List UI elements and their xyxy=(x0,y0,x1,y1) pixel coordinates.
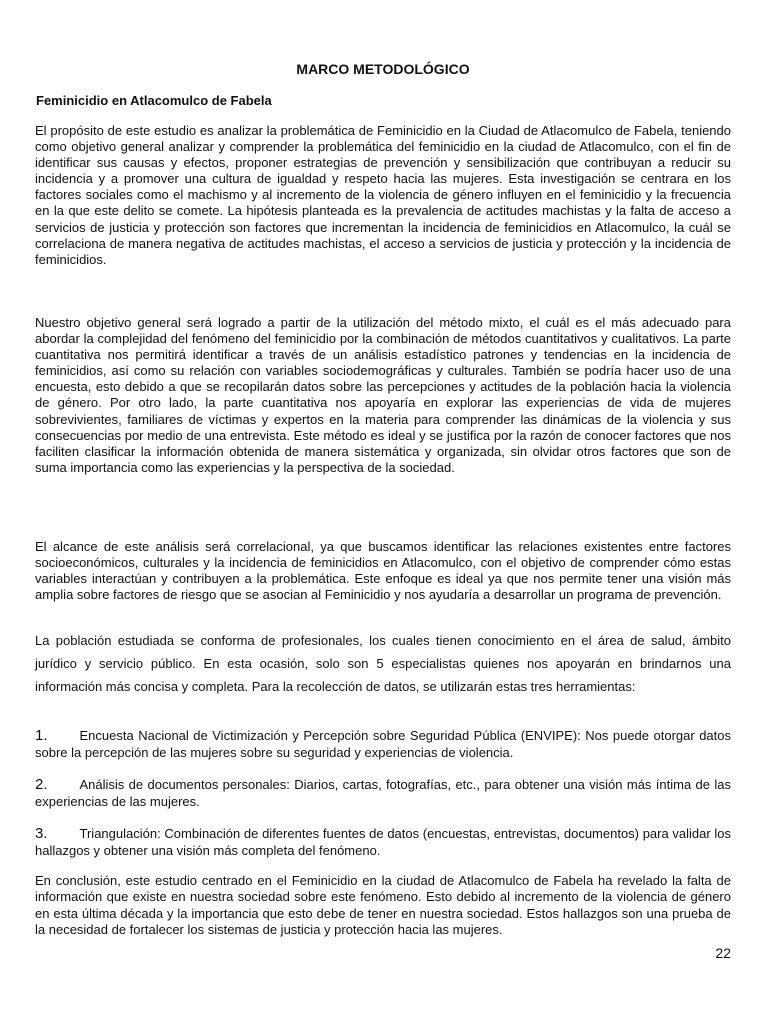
list-item xyxy=(35,727,731,761)
paragraph-purpose: El propósito de este estudio es analizar la problemática de Feminicidio en la Ciudad de Atlacomulco de Fabela, teniendo como objetivo general analizar y comprender la problemática del feminicidio en la ciudad de Atlacomulco, con el fin de identificar sus causas y efectos, proponer estrategias de prevención y sensibilización que contribuyan a reducir su incidencia y a promover una cultura de igualdad y respeto hacia las mujeres. Esta investigación se centrara en los factores sociales como el machismo y al incremento de la violencia de género influyen en el feminicidio y la frecuencia en la que este delito se comete. La hipótesis planteada es la prevalencia de actitudes machistas y la falta de acceso a servicios de justicia y protección son factores que incrementan la incidencia de feminicidios en Atlacomulco, la cuál se correlaciona de manera negativa de actitudes machistas, el acceso a servicios de justicia y protección y la incidencia de feminicidios. xyxy=(35,123,731,267)
document-page xyxy=(35,0,731,1024)
paragraph-method: Nuestro objetivo general será logrado a partir de la utilización del método mixto, el cuál es el más adecuado para abordar la complejidad del fenómeno del feminicidio por la combinación de métodos cuantitativos y cualitativos. La parte cuantitativa nos permitirá identificar a través de un análisis estadístico patrones y tendencias en la incidencia de feminicidios, así como su relación con variables sociodemográficas y culturales. También se podría hacer uso de una encuesta, esto debido a que se recopilarán datos sobre las percepciones y actitudes de la población hacia la violencia de género. Por otro lado, la parte cuantitativa nos apoyaría en explorar las experiencias de vida de mujeres sobrevivientes, familiares de víctimas y expertos en la materia para comprender las dinámicas de la violencia y sus consecuencias por medio de una entrevista. Este método es ideal y se justifica por la razón de conocer factores que nos faciliten clasificar la información obtenida de manera sistemática y organizada, sin olvidar otros factores que son de suma importancia como las experiencias y la perspectiva de la sociedad. xyxy=(35,315,731,475)
list-number: 3. xyxy=(35,825,48,842)
paragraph-scope: El alcance de este análisis será correlacional, ya que buscamos identificar las relaciones existentes entre factores socioeconómicos, culturales y la incidencia de feminicidios en Atlacomulco, con el objetivo de comprender cómo estas variables interactúan y contribuyen a la problemática. Este enfoque es ideal ya que nos permite tener una visión más amplia sobre factores de riesgo que se asocian al Feminicidio y nos ayudaría a desarrollar un programa de prevención. xyxy=(35,539,731,603)
paragraph-conclusion: En conclusión, este estudio centrado en el Feminicidio en la ciudad de Atlacomulco de Fabela ha revelado la falta de información que existe en nuestra sociedad sobre este fenómeno. Esto debido al incremento de la violencia de género en esta última década y la importancia que esto debe de tener en nuestra sociedad. Estos hallazgos son una prueba de la necesidad de fortalecer los sistemas de justicia y protección hacia las mujeres. xyxy=(35,873,731,938)
list-text: Encuesta Nacional de Victimización y Percepción sobre Seguridad Pública (ENVIPE): Nos puede otorgar datos sobre la percepción de las mujeres sobre su seguridad y experiencias de violencia. xyxy=(35,728,731,760)
list-item xyxy=(35,825,731,859)
page-title: MARCO METODOLÓGICO xyxy=(296,61,470,77)
list-number: 2. xyxy=(35,776,48,793)
list-item xyxy=(35,776,731,810)
list-number: 1. xyxy=(35,727,48,744)
list-text: Análisis de documentos personales: Diarios, cartas, fotografías, etc., para obtener una visión más íntima de las experiencias de las mujeres. xyxy=(35,777,731,809)
paragraph-population: La población estudiada se conforma de profesionales, los cuales tienen conocimiento en el área de salud, ámbito jurídico y servicio público. En esta ocasión, solo son 5 especialistas quienes nos apoyarán en brindarnos una información más concisa y completa. Para la recolección de datos, se utilizarán estas tres herramientas: xyxy=(35,633,731,694)
section-subtitle: Feminicidio en Atlacomulco de Fabela xyxy=(36,93,272,108)
list-text: Triangulación: Combinación de diferentes fuentes de datos (encuestas, entrevistas, documentos) para validar los hallazgos y obtener una visión más completa del fenómeno. xyxy=(35,826,731,858)
page-number: 22 xyxy=(715,945,731,961)
